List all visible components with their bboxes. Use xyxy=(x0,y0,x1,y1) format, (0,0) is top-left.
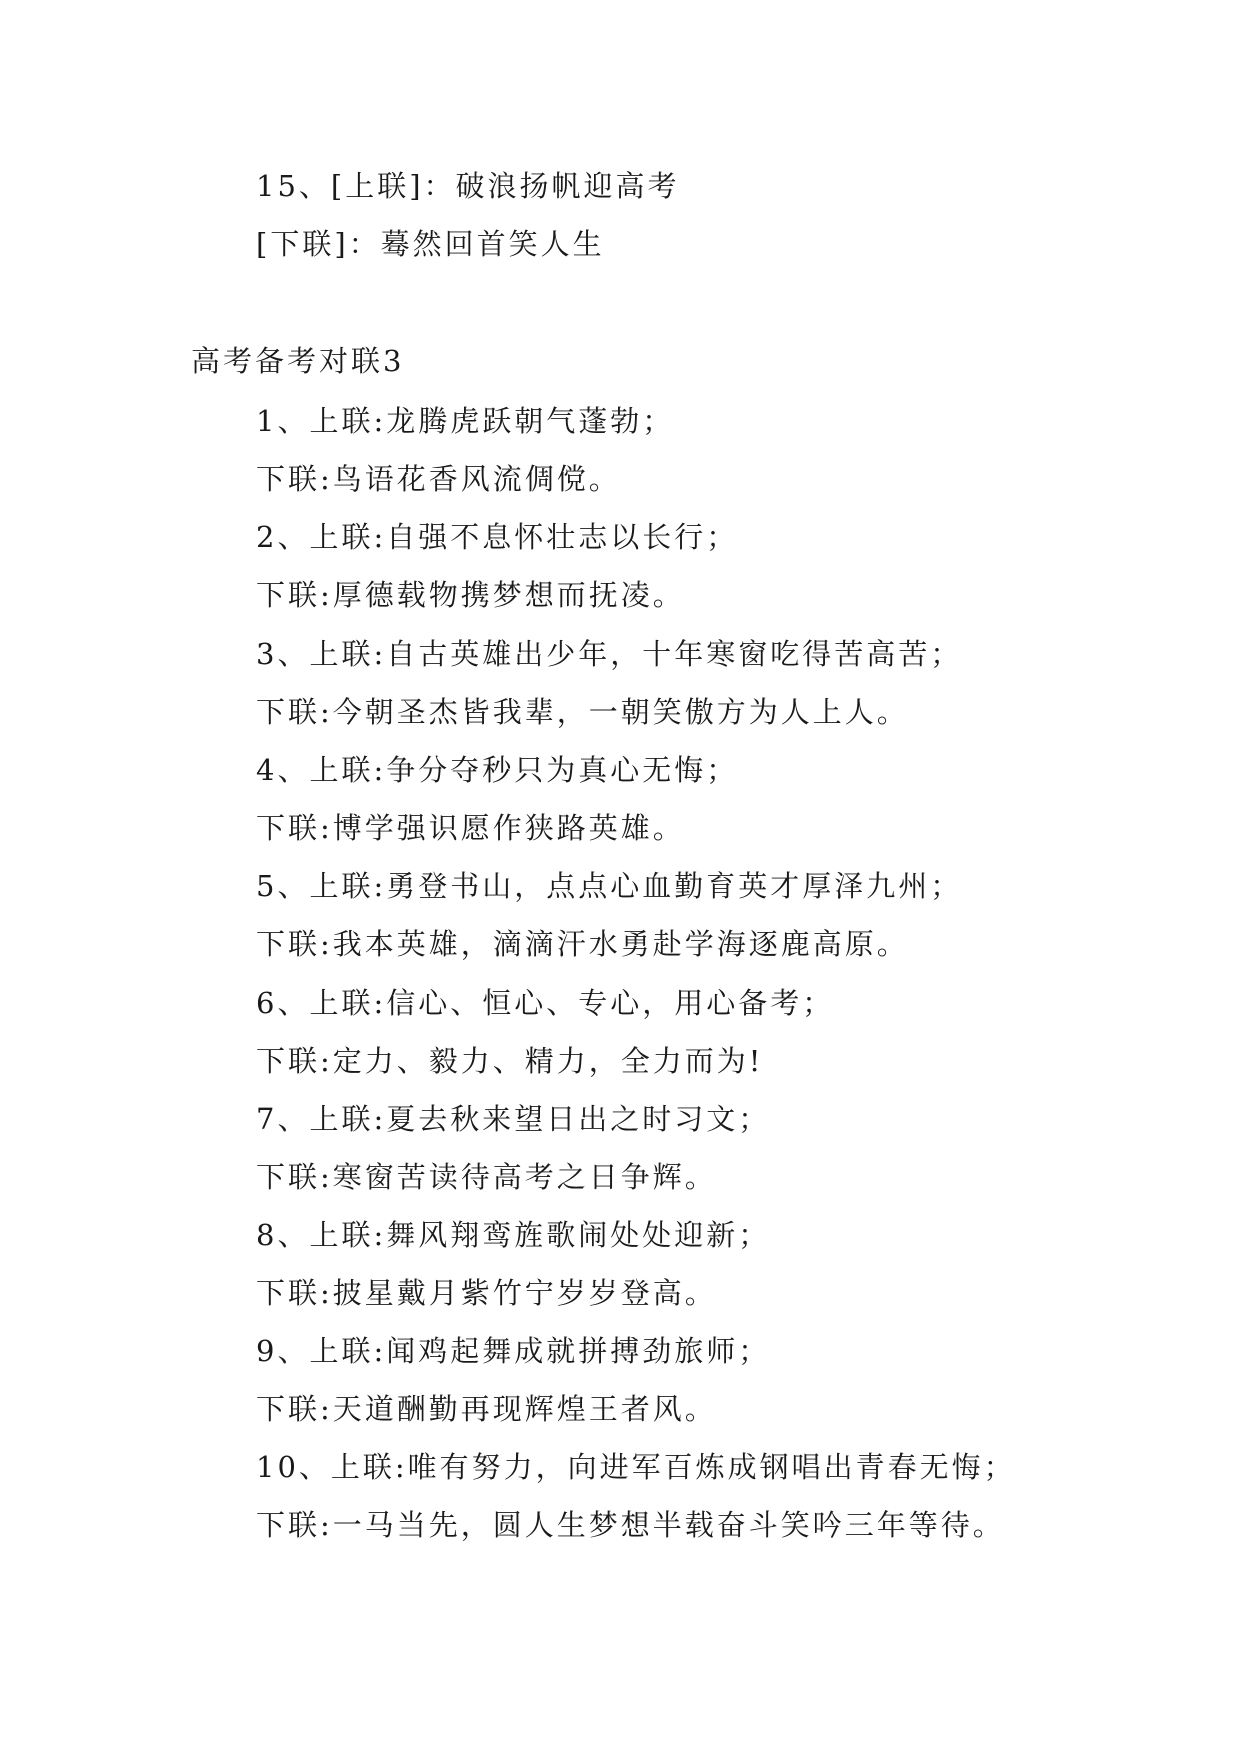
couplet-15-upper: 15、[上联]：破浪扬帆迎高考 xyxy=(256,169,680,203)
couplet-2-upper: 2、上联:自强不息怀壮志以长行； xyxy=(256,520,739,554)
couplet-7-upper: 7、上联:夏去秋来望日出之时习文； xyxy=(256,1102,771,1136)
couplet-1-upper: 1、上联:龙腾虎跃朝气蓬勃； xyxy=(256,404,675,438)
couplet-6-lower: 下联:定力、毅力、精力，全力而为! xyxy=(256,1044,764,1078)
couplet-4-upper: 4、上联:争分夺秒只为真心无悔； xyxy=(256,753,739,787)
couplet-5-lower: 下联:我本英雄，滴滴汗水勇赴学海逐鹿高原。 xyxy=(256,927,909,961)
section-heading: 高考备考对联3 xyxy=(191,344,405,378)
couplet-9-lower: 下联:天道酬勤再现辉煌王者风。 xyxy=(256,1392,717,1426)
couplet-15-lower: [下联]：蓦然回首笑人生 xyxy=(256,227,605,261)
couplet-6-upper: 6、上联:信心、恒心、专心，用心备考； xyxy=(256,986,835,1020)
couplet-3-upper: 3、上联:自古英雄出少年，十年寒窗吃得苦高苦； xyxy=(256,637,963,671)
couplet-3-lower: 下联:今朝圣杰皆我辈，一朝笑傲方为人上人。 xyxy=(256,695,909,729)
couplet-9-upper: 9、上联:闻鸡起舞成就拼搏劲旅师； xyxy=(256,1334,771,1368)
couplet-1-lower: 下联:鸟语花香风流倜傥。 xyxy=(256,462,621,496)
couplet-5-upper: 5、上联:勇登书山，点点心血勤育英才厚泽九州； xyxy=(256,869,963,903)
couplet-2-lower: 下联:厚德载物携梦想而抚凌。 xyxy=(256,578,685,612)
couplet-10-upper: 10、上联:唯有努力，向进军百炼成钢唱出青春无悔； xyxy=(256,1450,1016,1484)
couplet-10-lower: 下联:一马当先，圆人生梦想半载奋斗笑吟三年等待。 xyxy=(256,1508,1005,1542)
couplet-8-lower: 下联:披星戴月紫竹宁岁岁登高。 xyxy=(256,1276,717,1310)
couplet-7-lower: 下联:寒窗苦读待高考之日争辉。 xyxy=(256,1160,717,1194)
couplet-4-lower: 下联:博学强识愿作狭路英雄。 xyxy=(256,811,685,845)
couplet-8-upper: 8、上联:舞风翔鸾旌歌闹处处迎新； xyxy=(256,1218,771,1252)
